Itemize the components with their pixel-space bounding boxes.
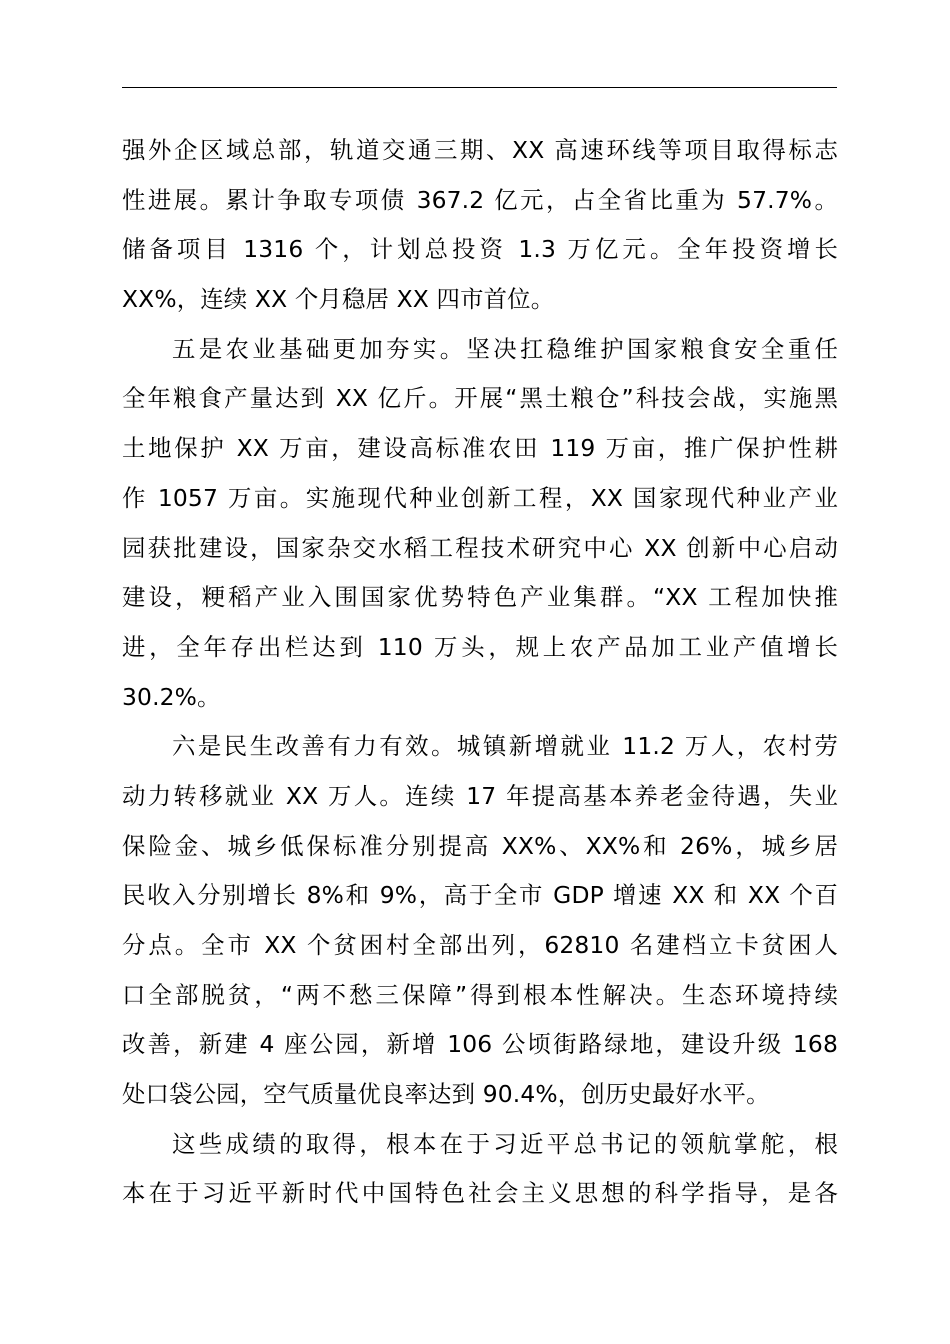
- text-line: 动力转移就业 XX 万人。连续 17 年提高基本养老金待遇，失业: [122, 781, 838, 810]
- text-line: 建设，粳稻产业入围国家优势特色产业集群。“XX 工程加快推: [122, 583, 838, 612]
- text-line: 30.2%。: [122, 682, 221, 711]
- text-line: 保险金、城乡低保标准分别提高 XX%、XX%和 26%，城乡居: [122, 831, 838, 860]
- text-line: 分点。全市 XX 个贫困村全部出列，62810 名建档立卡贫困人: [122, 931, 838, 959]
- text-line: XX%，连续 XX 个月稳居 XX 四市首位。: [122, 285, 555, 314]
- text-line: 园获批建设，国家杂交水稻工程技术研究中心 XX 创新中心启动: [122, 533, 838, 562]
- header-rule: [122, 87, 837, 88]
- text-line: 本在于习近平新时代中国特色社会主义思想的科学指导，是各: [122, 1179, 838, 1208]
- text-line: 土地保护 XX 万亩，建设高标准农田 119 万亩，推广保护性耕: [122, 434, 838, 463]
- paragraph-start-line: 这些成绩的取得，根本在于习近平总书记的领航掌舵，根: [172, 1129, 838, 1158]
- text-line: 储备项目 1316 个，计划总投资 1.3 万亿元。全年投资增长: [122, 235, 838, 264]
- text-line: 口全部脱贫，“两不愁三保障”得到根本性解决。生态环境持续: [122, 980, 838, 1009]
- paragraph-start-line: 五是农业基础更加夯实。坚决扛稳维护国家粮食安全重任: [172, 334, 838, 363]
- text-line: 全年粮食产量达到 XX 亿斤。开展“黑土粮仓”科技会战，实施黑: [122, 384, 838, 413]
- text-line: 性进展。累计争取专项债 367.2 亿元，占全省比重为 57.7%。: [122, 185, 838, 214]
- body-text: [122, 126, 838, 1219]
- text-line: 民收入分别增长 8%和 9%，高于全市 GDP 增速 XX 和 XX 个百: [122, 881, 838, 910]
- text-line: 作 1057 万亩。实施现代种业创新工程，XX 国家现代种业产业: [122, 483, 838, 512]
- text-line: 改善，新建 4 座公园，新增 106 公顷街路绿地，建设升级 168: [122, 1030, 838, 1059]
- text-line: 处口袋公园，空气质量优良率达到 90.4%，创历史最好水平。: [122, 1080, 770, 1109]
- text-line: 强外企区域总部，轨道交通三期、XX 高速环线等项目取得标志: [122, 136, 838, 164]
- paragraph-start-line: 六是民生改善有力有效。城镇新增就业 11.2 万人，农村劳: [172, 732, 838, 761]
- text-line: 进，全年存出栏达到 110 万头，规上农产品加工业产值增长: [122, 632, 838, 661]
